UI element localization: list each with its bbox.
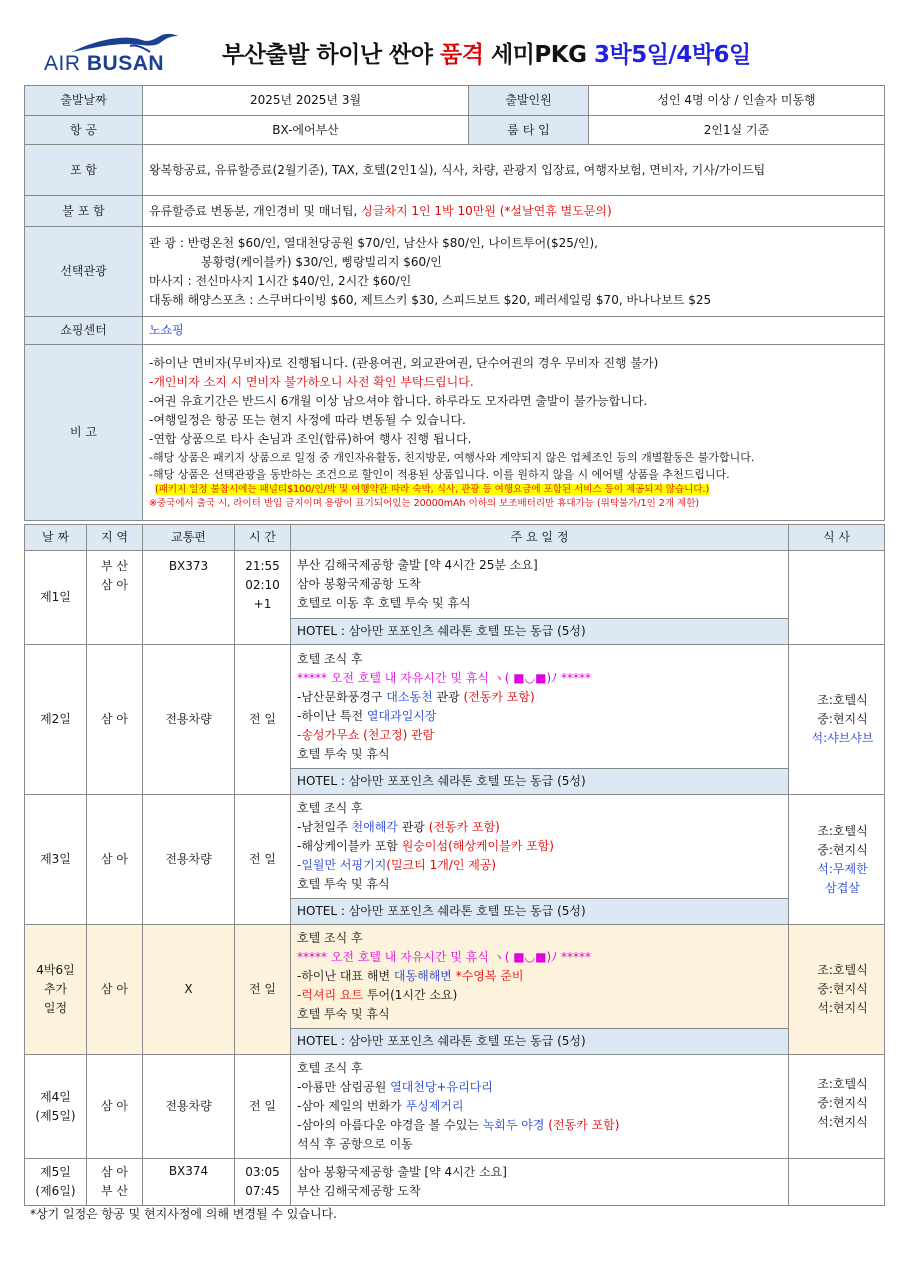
itinerary-line: -해상케이블카 포함 원숭이섬(해상케이블카 포함) <box>297 839 554 853</box>
remark-item: -해당 상품은 패키지 상품으로 일정 중 개인자유활동, 친지방문, 여행사와 계약되지 않은 업체조인 등의 개별활동은 불가합니다. <box>149 451 755 464</box>
itinerary-line: ***** 오전 호텔 내 자유시간 및 휴식 ヽ( ■◡■)ﾉ ***** <box>297 670 591 685</box>
time-text: 02:10 <box>245 578 280 592</box>
day-5-meal <box>789 1159 885 1206</box>
meal-item: 삼겹살 <box>825 880 860 895</box>
meal-item: 중:현지식 <box>817 842 868 857</box>
day-5-transport: BX374 <box>143 1159 235 1206</box>
day-3-hotel: HOTEL : 삼아만 포포인츠 쉐라톤 호텔 또는 동급 (5성) <box>291 899 789 925</box>
departure-date-value: 2025년 2025년 3월 <box>143 86 469 116</box>
itinerary-line: -하이난 특전 열대과일시장 <box>297 708 437 723</box>
room-type-label: 룸 타 입 <box>469 116 589 145</box>
remark-item: -개인비자 소지 시 면비자 불가하오니 사전 확인 부탁드립니다. <box>149 375 474 389</box>
itinerary-line: 호텔 투숙 및 휴식 <box>297 1007 390 1021</box>
day-5-time <box>235 1159 291 1206</box>
day-4-itinerary <box>291 1055 789 1159</box>
itinerary-line: -하이난 대표 해변 대동해해변 *수영복 준비 <box>297 969 524 983</box>
itinerary-line: 호텔 조식 후 <box>297 651 363 666</box>
day-text: 추가 <box>43 982 68 996</box>
page-title <box>222 36 751 69</box>
time-text: +1 <box>253 597 272 611</box>
itinerary-line: 부산 김해국제공항 출발 [약 4시간 25분 소요] <box>297 558 538 572</box>
info-table <box>24 85 885 521</box>
col-meal: 식 사 <box>789 525 885 551</box>
day-3-meal <box>789 795 885 925</box>
day-1-meal <box>789 551 885 645</box>
region-text: 부 산 <box>101 1184 128 1198</box>
day-4-meal <box>789 1055 885 1159</box>
itinerary-line: 호텔 투숙 및 휴식 <box>297 877 390 891</box>
day-3-itinerary <box>291 795 789 899</box>
extra-day-label <box>25 925 87 1055</box>
region-text: 삼 아 <box>101 1165 128 1179</box>
day-3-transport: 전용차량 <box>143 795 235 925</box>
remarks-label: 비 고 <box>25 345 143 521</box>
day-1-itinerary <box>291 551 789 619</box>
itinerary-line: 부산 김해국제공항 도착 <box>297 1184 421 1198</box>
itinerary-line: 삼아 봉황국제공항 출발 [약 4시간 소요] <box>297 1165 507 1179</box>
remarks-list <box>143 345 885 521</box>
col-region: 지 역 <box>87 525 143 551</box>
day-2-itinerary <box>291 645 789 769</box>
meal-item: 석:현지식 <box>817 1001 868 1015</box>
itinerary-line: ***** 오전 호텔 내 자유시간 및 휴식 ヽ( ■◡■)ﾉ ***** <box>297 950 591 964</box>
optional-line: 봉황령(케이블카) $30/인, 삥랑빌리지 $60/인 <box>201 254 442 269</box>
meal-item: 중:현지식 <box>817 712 868 726</box>
itinerary-line: 호텔 조식 후 <box>297 801 363 815</box>
day-4-label <box>25 1055 87 1159</box>
day-1-label: 제1일 <box>25 551 87 645</box>
day-3-time: 전 일 <box>235 795 291 925</box>
title-type: 세미PKG <box>490 42 587 68</box>
day-1-region <box>87 551 143 645</box>
day-5-itinerary <box>291 1159 789 1206</box>
airline-label: 항 공 <box>25 116 143 145</box>
air-busan-logo <box>44 30 174 78</box>
title-route: 부산출발 하이난 싼야 <box>222 42 433 68</box>
day-text: 제4일 <box>40 1089 71 1104</box>
day-text: 4박6일 <box>36 963 75 977</box>
extra-day-itinerary <box>291 925 789 1029</box>
remark-item: -여행일정은 항공 또는 현지 사정에 따라 변동될 수 있습니다. <box>149 413 466 427</box>
title-duration: 3박5일/4박6일 <box>593 42 751 68</box>
meal-item: 조:호텔식 <box>817 693 868 707</box>
extra-day-transport: X <box>143 925 235 1055</box>
meal-item: 중:현지식 <box>817 982 868 996</box>
optional-tour-list <box>143 227 885 317</box>
day-5-label <box>25 1159 87 1206</box>
day-2-time: 전 일 <box>235 645 291 795</box>
day-4-transport: 전용차량 <box>143 1055 235 1159</box>
meal-item: 석:무제한 <box>817 861 868 876</box>
day-text: 제5일 <box>40 1165 71 1179</box>
battery-note: ※중국에서 출국 시, 라이터 반입 금지이며 용량이 표기되어있는 20000mAh 이하의 보조배터리만 휴대가능 (위탁불가/1인 2개 제한) <box>149 498 700 509</box>
itinerary-line: 호텔 조식 후 <box>297 1061 363 1075</box>
day-text: (제6일) <box>35 1184 76 1198</box>
itinerary-line: -럭셔리 요트 투어(1시간 소요) <box>297 988 458 1002</box>
included-label: 포 함 <box>25 145 143 196</box>
header <box>24 30 884 80</box>
extra-day-time: 전 일 <box>235 925 291 1055</box>
optional-line: 마사지 : 전신마사지 1시간 $40/인, 2시간 $60/인 <box>149 273 412 288</box>
itinerary-line: -일월만 서핑기지(밀크티 1개/인 제공) <box>297 858 497 872</box>
title-grade: 품격 <box>440 42 484 68</box>
itinerary-line: 석식 후 공항으로 이동 <box>297 1137 413 1151</box>
itinerary-line: 호텔 조식 후 <box>297 931 363 945</box>
extra-day-meal <box>789 925 885 1055</box>
day-3-region: 삼 아 <box>87 795 143 925</box>
day-2-region: 삼 아 <box>87 645 143 795</box>
day-2-transport: 전용차량 <box>143 645 235 795</box>
time-text: 07:45 <box>245 1184 280 1198</box>
shopping-label: 쇼핑센터 <box>25 317 143 345</box>
room-type-value: 2인1실 기준 <box>589 116 885 145</box>
extra-day-region: 삼 아 <box>87 925 143 1055</box>
meal-item: 조:호텔식 <box>817 1077 868 1091</box>
day-text: 일정 <box>43 1001 68 1015</box>
single-charge-note: 싱글차지 1인 1박 10만원 (*설날연휴 별도문의) <box>357 203 612 218</box>
optional-tour-label: 선택관광 <box>25 227 143 317</box>
meal-item: 중:현지식 <box>817 1096 868 1110</box>
extra-day-hotel: HOTEL : 삼아만 포포인츠 쉐라톤 호텔 또는 동급 (5성) <box>291 1029 789 1055</box>
day-3-label: 제3일 <box>25 795 87 925</box>
bird-logo-icon <box>70 32 180 54</box>
time-text: 21:55 <box>245 559 280 573</box>
remark-item: -해당 상품은 선택관광을 동반하는 조건으로 할인이 적용된 상품입니다. 이를 원하지 않을 시 에어텔 상품을 추천드립니다. <box>149 468 730 481</box>
itinerary-line: 호텔 투숙 및 휴식 <box>297 746 390 761</box>
airline-value: BX-에어부산 <box>143 116 469 145</box>
excluded-label: 불 포 함 <box>25 196 143 227</box>
day-2-hotel: HOTEL : 삼아만 포포인츠 쉐라톤 호텔 또는 동급 (5성) <box>291 769 789 795</box>
day-4-region: 삼 아 <box>87 1055 143 1159</box>
itinerary-line: 삼아 봉황국제공항 도착 <box>297 577 421 591</box>
col-time: 시 간 <box>235 525 291 551</box>
remark-item: -하이난 면비자(무비자)로 진행됩니다. (관용여권, 외교관여권, 단수여권의 경우 무비자 진행 불가) <box>149 356 659 370</box>
excluded-value <box>143 196 885 227</box>
meal-item: 석:현지식 <box>817 1115 868 1129</box>
meal-item: 석:샤브샤브 <box>811 731 874 745</box>
time-text: 03:05 <box>245 1165 280 1179</box>
region-text: 부 산 <box>101 559 128 573</box>
region-text: 삼 아 <box>101 578 128 592</box>
excluded-text: 유류할증료 변동분, 개인경비 및 매너팁, <box>149 203 358 218</box>
day-1-transport: BX373 <box>143 551 235 645</box>
included-value: 왕복항공료, 유류할증료(2월기준), TAX, 호텔(2인1실), 식사, 차량, 관광지 입장료, 여행자보험, 면비자, 기사/가이드팁 <box>143 145 885 196</box>
day-5-region <box>87 1159 143 1206</box>
day-2-meal <box>789 645 885 795</box>
col-day: 날 짜 <box>25 525 87 551</box>
itinerary-line: -남산문화풍경구 대소동천 관광 (전동카 포함) <box>297 689 535 704</box>
day-text: (제5일) <box>35 1108 76 1123</box>
optional-line: 대동해 해양스포츠 : 스쿠버다이빙 $60, 제트스키 $30, 스피드보트 $20, 페러세일링 $70, 바나나보트 $25 <box>149 292 712 307</box>
itinerary-line: 호텔로 이동 후 호텔 투숙 및 휴식 <box>297 596 471 610</box>
footer-note: *상기 일정은 항공 및 현지사정에 의해 변경될 수 있습니다. <box>30 1207 337 1221</box>
day-1-hotel: HOTEL : 삼아만 포포인츠 쉐라톤 호텔 또는 동급 (5성) <box>291 619 789 645</box>
itinerary-line: -남천일주 천애해각 관광 (전동카 포함) <box>297 820 500 834</box>
itinerary-line: -삼아의 아름다운 야경을 볼 수있는 녹회두 야경 (전동카 포함) <box>297 1118 620 1132</box>
itinerary-line: -삼아 제일의 번화가 푸싱제거리 <box>297 1099 464 1113</box>
logo-text-busan: BUSAN <box>86 52 165 75</box>
meal-item: 조:호텔식 <box>817 963 868 977</box>
shopping-value: 노쇼핑 <box>143 317 885 345</box>
departure-people-label: 출발인원 <box>469 86 589 116</box>
remark-item: -연합 상품으로 타사 손님과 조인(합류)하여 행사 진행 됩니다. <box>149 432 472 446</box>
logo-text-air: AIR <box>44 52 81 75</box>
departure-date-label: 출발날짜 <box>25 86 143 116</box>
meal-item: 조:호텔식 <box>817 823 868 838</box>
day-2-label: 제2일 <box>25 645 87 795</box>
remark-item: -여권 유효기간은 반드시 6개월 이상 남으셔야 합니다. 하루라도 모자라면 출발이 불가능합니다. <box>149 394 648 408</box>
day-4-time: 전 일 <box>235 1055 291 1159</box>
optional-line: 관 광 : 반령온천 $60/인, 열대천당공원 $70/인, 남산사 $80/인, 나이트투어($25/인), <box>149 235 598 250</box>
penalty-note: (패키지 일정 불참시에는 패널티$100/인/박 및 여행약관 따라 숙박, 식사, 관광 등 여행요금에 포함된 서비스 등이 제공되지 않습니다.) <box>155 484 710 495</box>
itinerary-line: -아룡만 삼림공원 열대천당+유리다리 <box>297 1080 493 1094</box>
itinerary-line: -송성가무쇼 (천고정) 관람 <box>297 727 435 742</box>
col-itinerary: 주 요 일 정 <box>291 525 789 551</box>
departure-people-value: 성인 4명 이상 / 인솔자 미동행 <box>589 86 885 116</box>
schedule-table <box>24 524 885 1206</box>
col-transport: 교통편 <box>143 525 235 551</box>
day-1-time <box>235 551 291 645</box>
